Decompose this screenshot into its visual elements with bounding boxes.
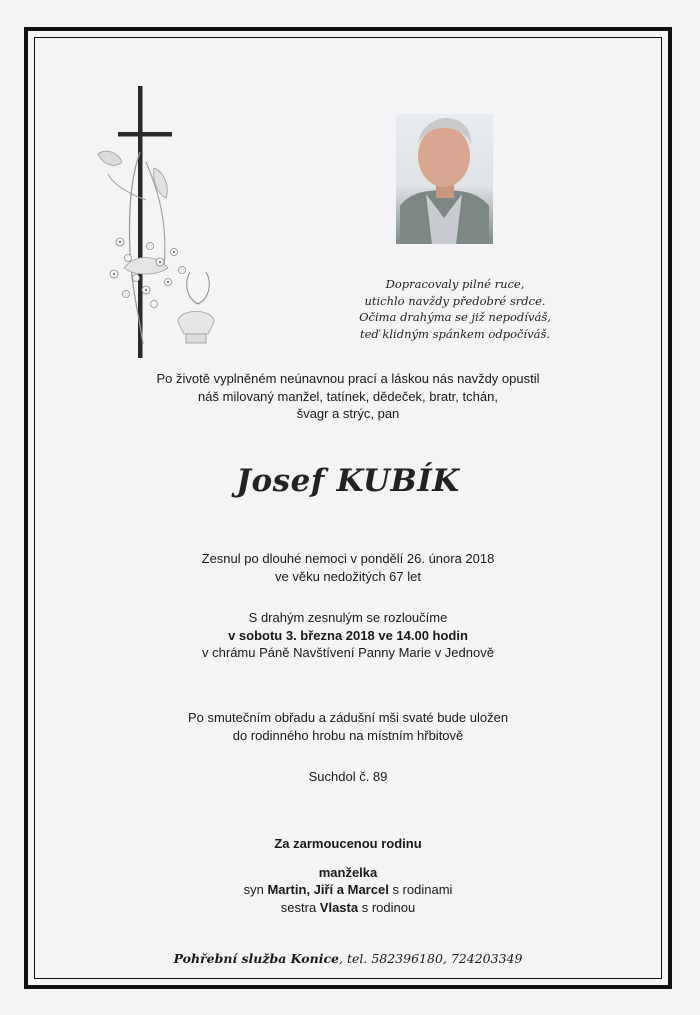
family-signature — [34, 835, 662, 916]
sister-name: Vlasta — [319, 899, 359, 915]
family-heading: Za zarmoucenou rodinu — [274, 836, 422, 851]
death-info — [34, 550, 662, 585]
intro-line: Po životě vyplněném neúnavnou prací a láskou nás navždy opustil — [156, 371, 540, 386]
poem-line: Dopracovaly pilné ruce, — [385, 277, 525, 291]
death-line: Zesnul po dlouhé nemoci v pondělí 26. února 2018 — [201, 551, 495, 566]
farewell-place: v chrámu Páně Navštívení Panny Marie v Jednově — [202, 645, 494, 660]
burial-info — [34, 709, 662, 744]
deceased-name — [34, 463, 662, 499]
poem-line: Očima drahýma se již nepodíváš, — [359, 310, 551, 324]
funeral-company: Pohřební služba Konice — [173, 951, 340, 966]
farewell-intro: S drahým zesnulým se rozloučíme — [248, 610, 448, 625]
funeral-service-footer — [34, 951, 662, 966]
address: Suchdol č. 89 — [308, 769, 388, 784]
sons-names: Martin, Jiří a Marcel — [267, 882, 389, 897]
intro-line: švagr a strýc, pan — [296, 406, 400, 421]
farewell-date: v sobotu 3. března 2018 ve 14.00 hodin — [228, 627, 468, 643]
surname: KUBÍK — [336, 463, 460, 499]
burial-line: Po smutečním obřadu a zádušní mši svaté bude uložen — [187, 710, 509, 725]
first-name: Josef — [236, 463, 325, 499]
poem-line: teď klidným spánkem odpočíváš. — [359, 326, 551, 341]
burial-line: do rodinného hrobu na místním hřbitově — [232, 727, 464, 743]
poem — [330, 276, 580, 342]
sister-line: sestra Vlasta s rodinou — [280, 899, 416, 915]
portrait-photo — [396, 114, 493, 244]
wife-label: manželka — [318, 864, 378, 880]
contact-phones: , tel. 582396180, 724203349 — [339, 951, 523, 966]
death-line: ve věku nedožitých 67 let — [275, 568, 421, 584]
intro-text — [34, 370, 662, 423]
farewell-info — [34, 609, 662, 662]
poem-line: utichlo navždy předobré srdce. — [364, 293, 546, 308]
cross-with-flowers-icon — [88, 82, 228, 364]
intro-line: náš milovaný manžel, tatínek, dědeček, bratr, tchán, — [198, 388, 498, 404]
sons-line: syn Martin, Jiří a Marcel s rodinami — [243, 882, 453, 897]
